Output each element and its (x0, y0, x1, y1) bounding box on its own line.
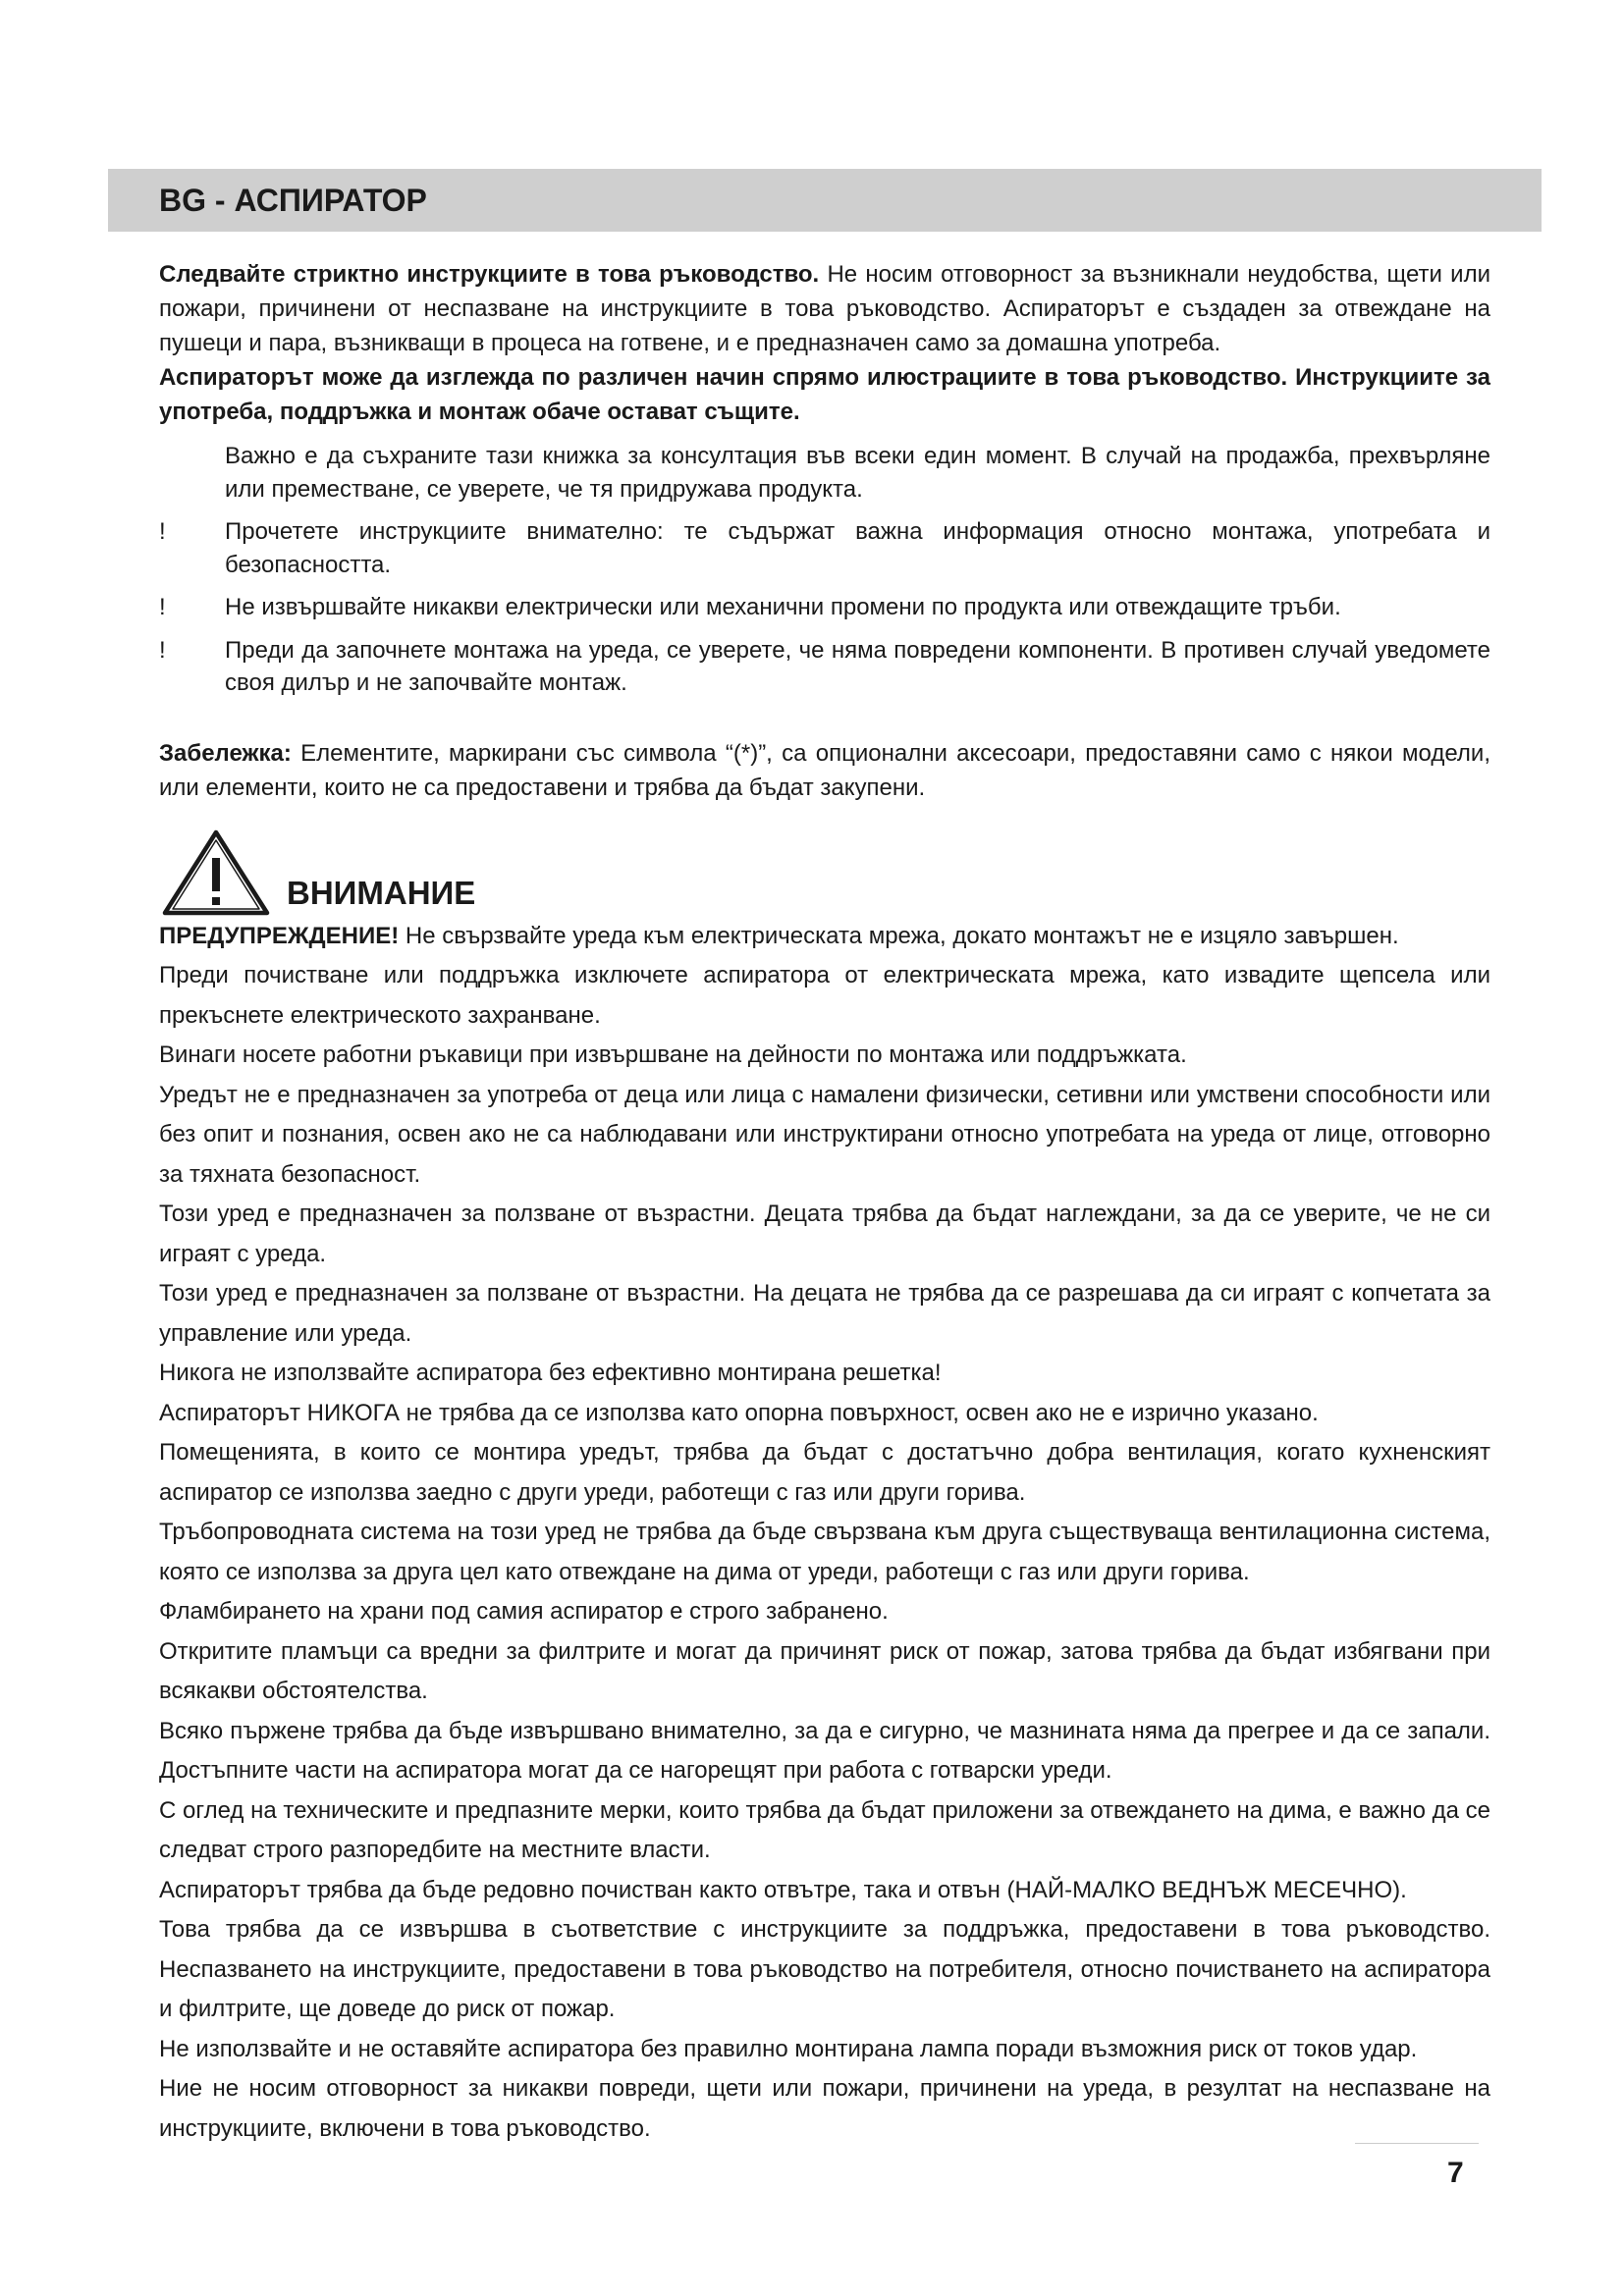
list-item (159, 515, 1490, 581)
warning-paragraph: Аспираторът трябва да бъде редовно почистван както отвътре, така и отвън (НАЙ-МАЛКО ВЕДНЪЖ МЕСЕЧНО). (159, 1876, 1407, 1903)
list-item (159, 634, 1490, 700)
page-number: 7 (1447, 2157, 1464, 2189)
intro-lead-text: Не носим отговорност за възникнали неудобства, щети или пожари, причинени от неспазване на инструкциите в това ръководство. Аспираторът е създаден за отвеждане на пушеци и пара, възникващи в процеса на готвене, и е предназначен само за домашна употреба. (159, 261, 1490, 356)
exclamation-mark: ! (159, 594, 166, 620)
warning-heading (159, 827, 1490, 917)
exclamation-mark: ! (159, 518, 166, 545)
warning-paragraph: Уредът не е предназначен за употреба от деца или лица с намалени физически, сетивни или умствени способности или без опит и познания, освен ако не са наблюдавани или инструктирани относно употребата на уреда от лице, отговорно за тяхната безопасност. (159, 1081, 1490, 1188)
note-label: Забележка: (159, 739, 292, 767)
warning-lead-text: Не свързвайте уреда към електрическата мрежа, докато монтажът не е изцяло завършен. (399, 922, 1399, 949)
warning-paragraph: Преди почистване или поддръжка изключете аспиратора от електрическата мрежа, като извадите щепсела или прекъснете електрическото захранване. (159, 962, 1490, 1029)
list-item (159, 440, 1490, 506)
warning-paragraph: С оглед на техническите и предпазните мерки, които трябва да бъдат приложени за отвеждането на дима, е важно да се следват строго разпоредбите на местните власти. (159, 1796, 1490, 1863)
warning-paragraph: Тръбопроводната система на този уред не трябва да бъде свързвана към друга съществуваща вентилационна система, която се използва за друга цел като отвеждане на дима от уреди, работещи с газ или други горива. (159, 1519, 1490, 1585)
warning-paragraph: Не използвайте и не оставяйте аспиратора без правилно монтирана лампа поради възможния риск от токов удар. (159, 2035, 1418, 2062)
note-text: Елементите, маркирани със символа “(*)”, са опционални аксесоари, предоставяни само с някои модели, или елементи, които не са предоставени и трябва да бъдат закупени. (159, 739, 1490, 801)
list-item-text: Прочетете инструкциите внимателно: те съдържат важна информация относно монтажа, употребата и безопасността. (225, 518, 1490, 578)
list-item-text: Важно е да съхраните тази книжка за консултация във всеки един момент. В случай на продажба, прехвърляне или преместване, се уверете, че тя придружава продукта. (225, 443, 1490, 503)
section-title: BG - АСПИРАТОР (159, 183, 427, 218)
note-paragraph (159, 736, 1490, 805)
warning-title: ВНИМАНИЕ (287, 874, 476, 911)
list-item-text: Не извършвайте никакви електрически или механични промени по продукта или отвеждащите тръби. (225, 594, 1341, 620)
warning-paragraph: Аспираторът НИКОГА не трябва да се използва като опорна повърхност, освен ако не е изрично указано. (159, 1399, 1319, 1426)
exclamation-mark: ! (159, 636, 166, 664)
intro-illustration-note: Аспираторът може да изглежда по различен начин спрямо илюстрациите в това ръководство. Инструкциите за употреба, поддръжка и монтаж обаче остават същите. (159, 364, 1490, 425)
warning-triangle-icon (159, 827, 273, 917)
warning-paragraph: Това трябва да се извършва в съответствие с инструкциите за поддръжка, предоставени в това ръководство. Неспазването на инструкциите, предоставени в това ръководство на потребителя, относно почистването на аспиратора и филтрите, ще доведе до риск от пожар. (159, 1916, 1490, 2022)
page-content (159, 257, 1490, 2149)
warning-lead-paragraph (159, 917, 1490, 957)
footer-divider (1355, 2143, 1479, 2144)
warning-paragraph: Този уред е предназначен за ползване от възрастни. На децата не трябва да се разрешава да си играят с копчетата за управление или уреда. (159, 1280, 1490, 1347)
warning-paragraph: Всяко пържене трябва да бъде извършвано внимателно, за да е сигурно, че мазнината няма да прегрее и да се запали. Достъпните части на аспиратора могат да се нагорещят при работа с готварски уреди. (159, 1717, 1490, 1784)
warning-paragraph: Този уред е предназначен за ползване от възрастни. Децата трябва да бъдат наглеждани, за да се уверите, че не си играят с уреда. (159, 1201, 1490, 1267)
warning-list (159, 956, 1490, 2149)
intro-lead-bold: Следвайте стриктно инструкциите в това ръководство. (159, 261, 820, 288)
warning-paragraph: Ние не носим отговорност за никакви повреди, щети или пожари, причинени на уреда, в резултат на неспазване на инструкциите, включени в това ръководство. (159, 2075, 1490, 2142)
list-item-text: Преди да започнете монтажа на уреда, се уверете, че няма повредени компоненти. В противен случай уведомете своя дилър и не започвайте монтаж. (225, 636, 1490, 696)
warning-paragraph: Откритите пламъци са вредни за филтрите и могат да причинят риск от пожар, затова трябва да бъдат избягвани при всякакви обстоятелства. (159, 1637, 1490, 1704)
warning-paragraph: Никога не използвайте аспиратора без ефективно монтирана решетка! (159, 1360, 942, 1386)
section-header (108, 169, 1542, 232)
warning-paragraph: Помещенията, в които се монтира уредът, трябва да бъдат с достатъчно добра вентилация, когато кухненският аспиратор се използва заедно с други уреди, работещи с газ или други горива. (159, 1439, 1490, 1506)
warning-paragraph: Фламбирането на храни под самия аспиратор е строго забранено. (159, 1598, 889, 1625)
warning-paragraph: Винаги носете работни ръкавици при извършване на дейности по монтажа или поддръжката. (159, 1041, 1187, 1068)
warning-lead-bold: ПРЕДУПРЕЖДЕНИЕ! (159, 922, 400, 949)
intro-paragraph (159, 257, 1490, 360)
list-item (159, 591, 1490, 624)
important-list (159, 440, 1490, 700)
